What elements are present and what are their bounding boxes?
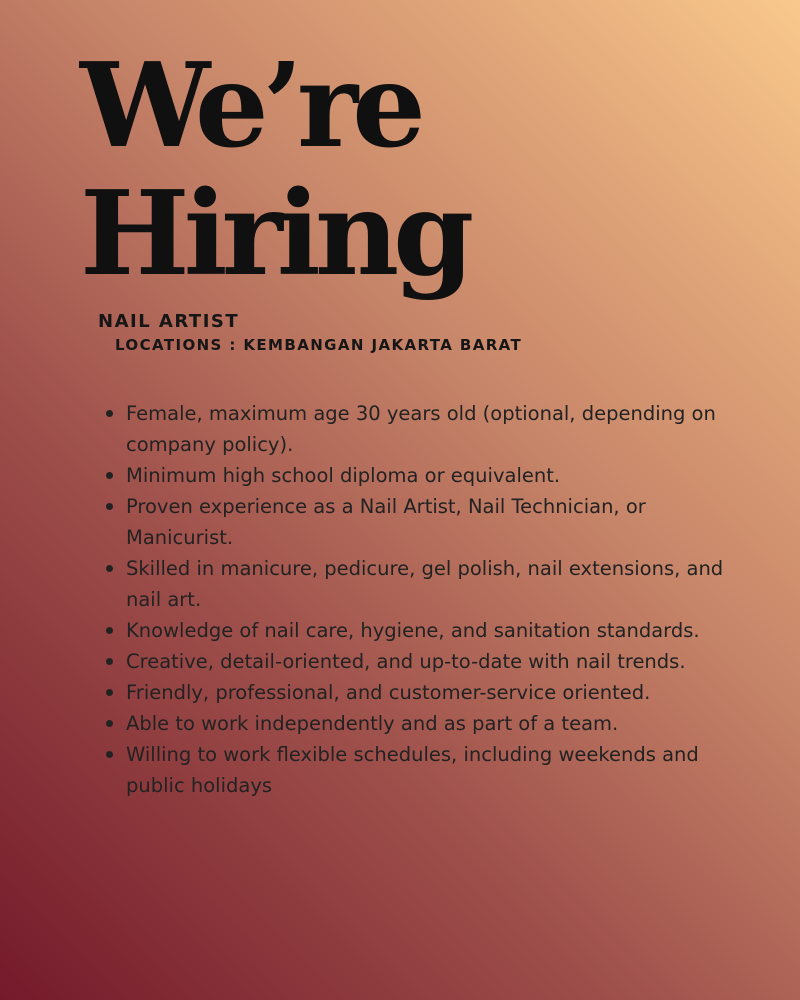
headline-line-2: Hiring <box>80 166 469 302</box>
bullet-icon <box>106 720 113 727</box>
list-item <box>104 739 744 801</box>
requirement-text: Skilled in manicure, pedicure, gel polish, nail extensions, and nail art. <box>126 557 724 611</box>
bullet-icon <box>106 627 113 634</box>
bullet-icon <box>106 472 113 479</box>
requirement-text: Female, maximum age 30 years old (optional, depending on company policy). <box>126 402 716 456</box>
requirement-text: Willing to work flexible schedules, including weekends and public holidays <box>126 743 699 797</box>
list-item <box>104 553 744 615</box>
bullet-icon <box>106 410 113 417</box>
list-item <box>104 708 744 739</box>
bullet-icon <box>106 565 113 572</box>
requirement-text: Proven experience as a Nail Artist, Nail Technician, or Manicurist. <box>126 495 646 549</box>
requirement-text: Minimum high school diploma or equivalent. <box>126 464 561 487</box>
requirement-text: Able to work independently and as part of a team. <box>126 712 619 735</box>
bullet-icon <box>106 751 113 758</box>
list-item <box>104 646 744 677</box>
list-item <box>104 398 744 460</box>
requirements-list <box>104 398 744 801</box>
list-item <box>104 677 744 708</box>
list-item <box>104 460 744 491</box>
bullet-icon <box>106 689 113 696</box>
job-location: LOCATIONS : KEMBANGAN JAKARTA BARAT <box>115 336 523 354</box>
list-item <box>104 491 744 553</box>
requirement-text: Creative, detail-oriented, and up-to-date with nail trends. <box>126 650 686 673</box>
headline-line-1: We’re <box>80 38 420 174</box>
headline <box>80 38 469 302</box>
requirement-text: Knowledge of nail care, hygiene, and sanitation standards. <box>126 619 700 642</box>
bullet-icon <box>106 503 113 510</box>
requirement-text: Friendly, professional, and customer-service oriented. <box>126 681 651 704</box>
list-item <box>104 615 744 646</box>
bullet-icon <box>106 658 113 665</box>
job-title: NAIL ARTIST <box>98 311 240 332</box>
